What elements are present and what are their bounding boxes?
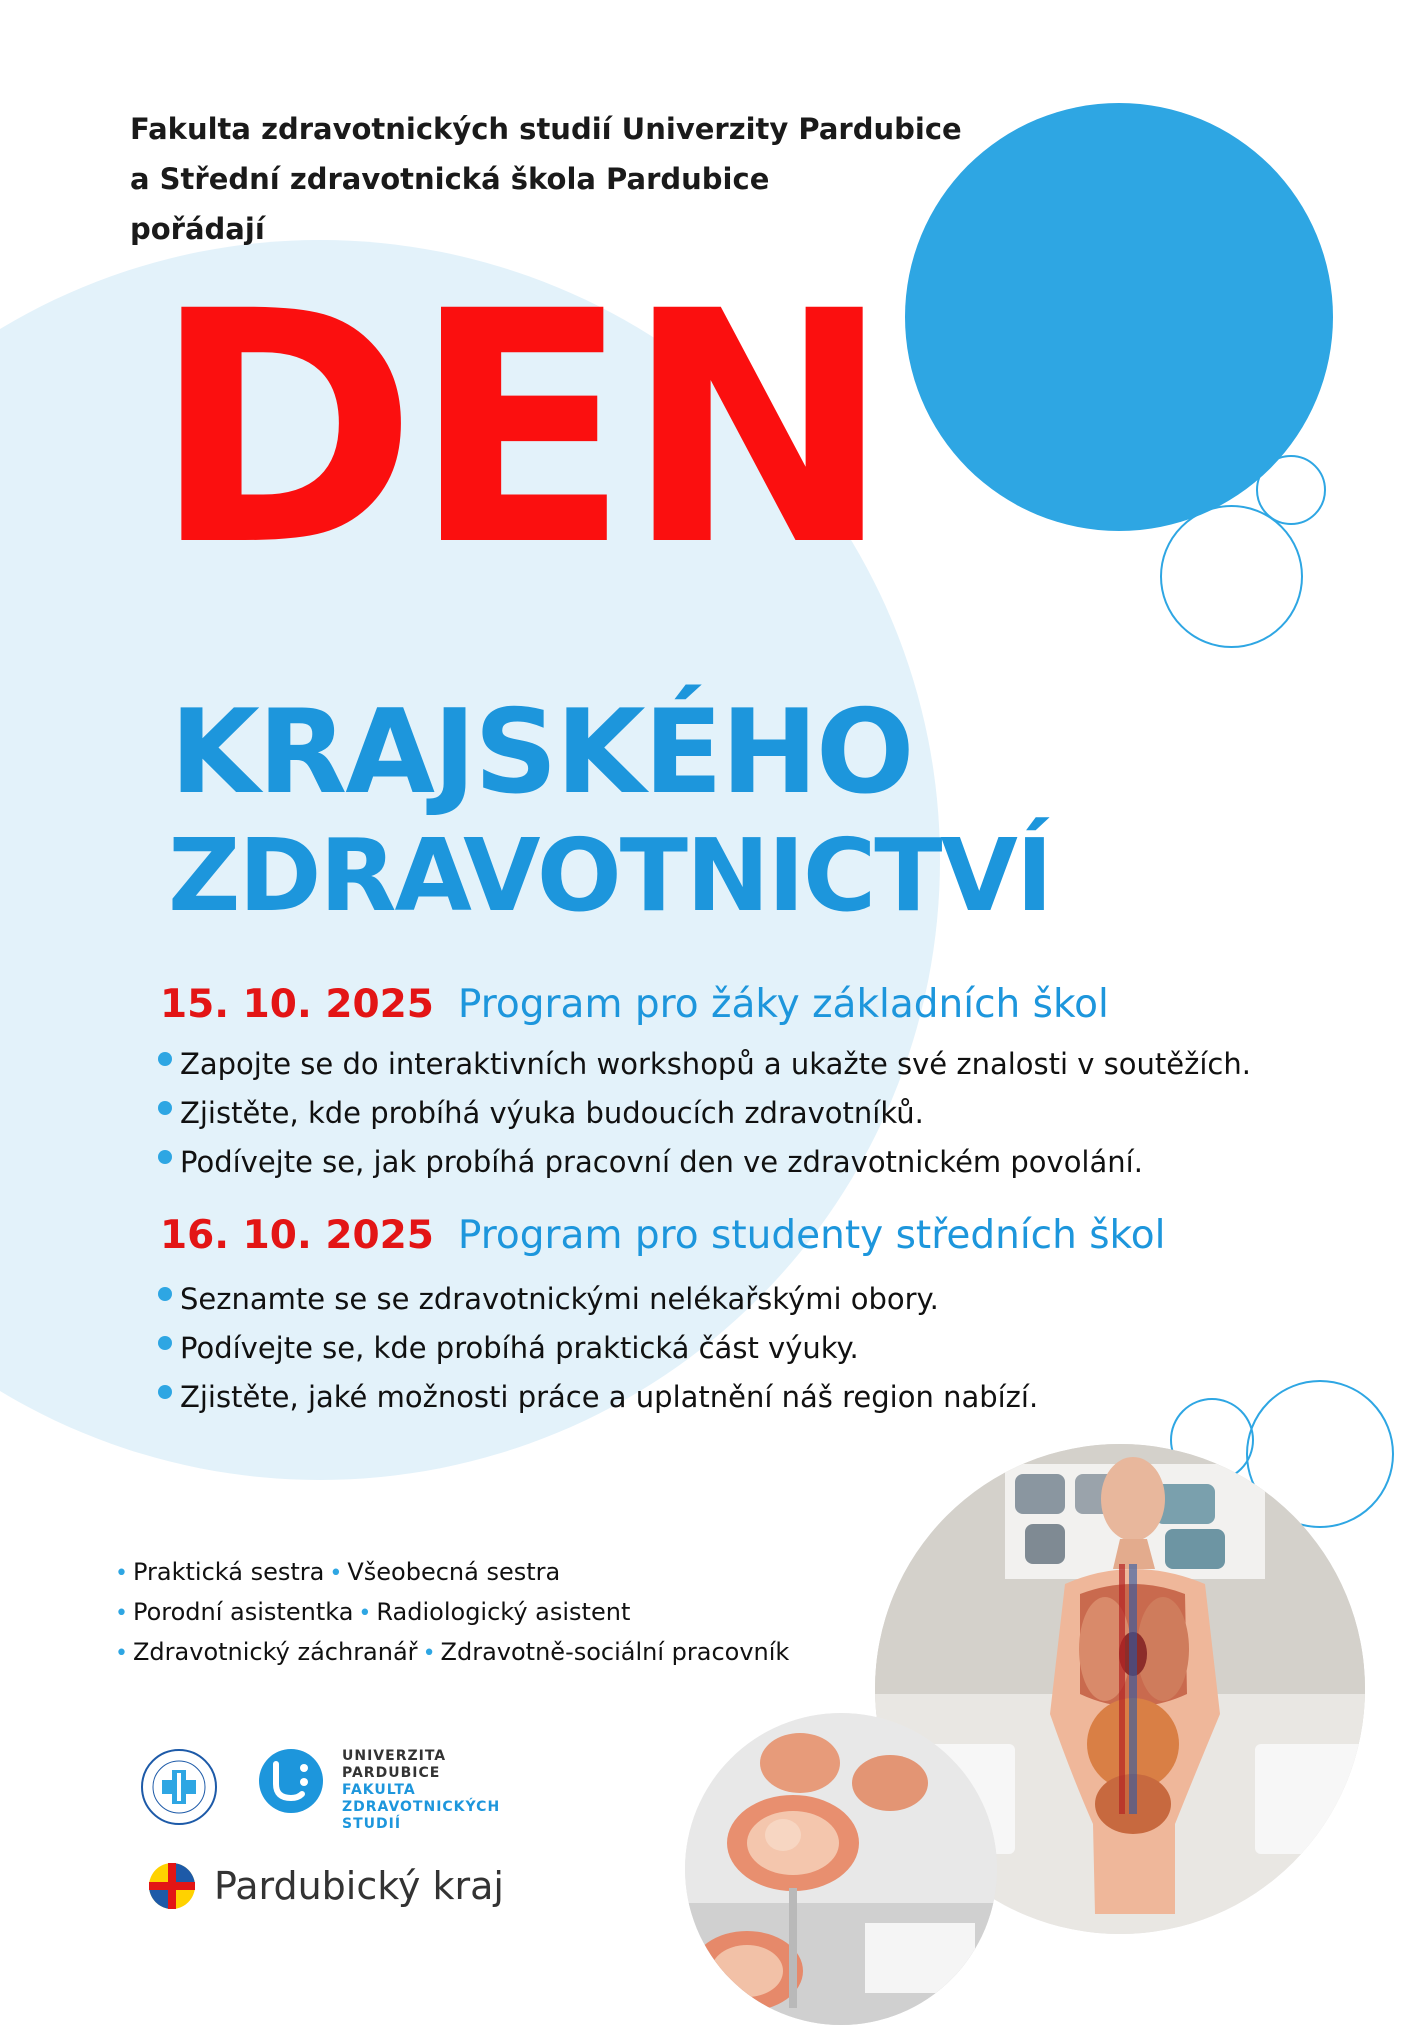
fields-row	[110, 1633, 789, 1673]
program-heading	[160, 1213, 1166, 1258]
list-item-text: Podívejte se, jak probíhá pracovní den ve zdravotnickém povolání.	[180, 1145, 1143, 1179]
logo-text: PARDUBICE	[342, 1765, 441, 1781]
bullet-icon	[158, 1052, 172, 1066]
header-line: Fakulta zdravotnických studií Univerzity Pardubice	[130, 112, 962, 146]
dot-icon: •	[115, 1641, 128, 1666]
bullet-icon	[158, 1101, 172, 1115]
headline-zdravotnictvi: ZDRAVOTNICTVÍ	[168, 817, 1052, 934]
dot-icon: •	[115, 1561, 128, 1586]
study-fields	[110, 1553, 789, 1673]
fields-row	[110, 1553, 789, 1593]
dot-icon: •	[115, 1601, 128, 1626]
fetal-models-photo	[685, 1713, 997, 2025]
decor-ring	[1160, 505, 1303, 648]
bullet-icon	[158, 1336, 172, 1350]
logo-text: STUDIÍ	[342, 1816, 402, 1832]
field-name: Zdravotnický záchranář	[132, 1638, 418, 1666]
organizers-header	[130, 104, 962, 254]
program-title: Program pro žáky základních škol	[457, 982, 1109, 1027]
list-item-text: Zjistěte, kde probíhá výuka budoucích zdravotníků.	[180, 1096, 924, 1130]
dot-icon: •	[358, 1601, 372, 1626]
pardubicky-kraj-emblem	[148, 1862, 196, 1910]
list-item-text: Seznamte se se zdravotnickými nelékařskými obory.	[180, 1282, 939, 1316]
list-item-text: Zjistěte, jaké možnosti práce a uplatnění náš region nabízí.	[180, 1380, 1039, 1414]
program-date: 15. 10. 2025	[160, 982, 434, 1027]
program-list	[158, 1040, 1251, 1187]
pardubicky-kraj-label: Pardubický kraj	[214, 1864, 504, 1908]
list-item	[158, 1275, 1038, 1324]
field-name: Všeobecná sestra	[347, 1558, 561, 1586]
logo-text: FAKULTA	[342, 1782, 416, 1798]
list-item	[158, 1324, 1038, 1373]
field-name: Zdravotně-sociální pracovník	[440, 1638, 790, 1666]
szs-pardubice-logo	[140, 1748, 218, 1826]
program-heading	[160, 982, 1109, 1027]
upce-logo-icon	[258, 1748, 324, 1814]
list-item	[158, 1373, 1038, 1422]
logo-text: UNIVERZITA	[342, 1748, 447, 1764]
list-item	[158, 1138, 1251, 1187]
program-date: 16. 10. 2025	[160, 1213, 434, 1258]
header-line: a Střední zdravotnická škola Pardubice	[130, 162, 770, 196]
list-item	[158, 1089, 1251, 1138]
headline-den: DEN	[152, 244, 887, 616]
upce-wordmark	[342, 1748, 500, 1833]
logo-text: ZDRAVOTNICKÝCH	[342, 1799, 501, 1815]
list-item-text: Podívejte se, kde probíhá praktická část výuky.	[180, 1331, 859, 1365]
field-name: Radiologický asistent	[376, 1598, 631, 1626]
program-title: Program pro studenty středních škol	[457, 1213, 1166, 1258]
field-name: Praktická sestra	[132, 1558, 325, 1586]
headline-krajskeho: KRAJSKÉHO	[170, 685, 913, 820]
bullet-icon	[158, 1385, 172, 1399]
dot-icon: •	[329, 1561, 343, 1586]
program-list	[158, 1275, 1038, 1422]
header-line: pořádají	[130, 212, 265, 246]
fields-row	[110, 1593, 789, 1633]
bullet-icon	[158, 1287, 172, 1301]
bullet-icon	[158, 1150, 172, 1164]
dot-icon: •	[422, 1641, 436, 1666]
list-item-text: Zapojte se do interaktivních workshopů a ukažte své znalosti v soutěžích.	[180, 1047, 1251, 1081]
field-name: Porodní asistentka	[132, 1598, 354, 1626]
list-item	[158, 1040, 1251, 1089]
